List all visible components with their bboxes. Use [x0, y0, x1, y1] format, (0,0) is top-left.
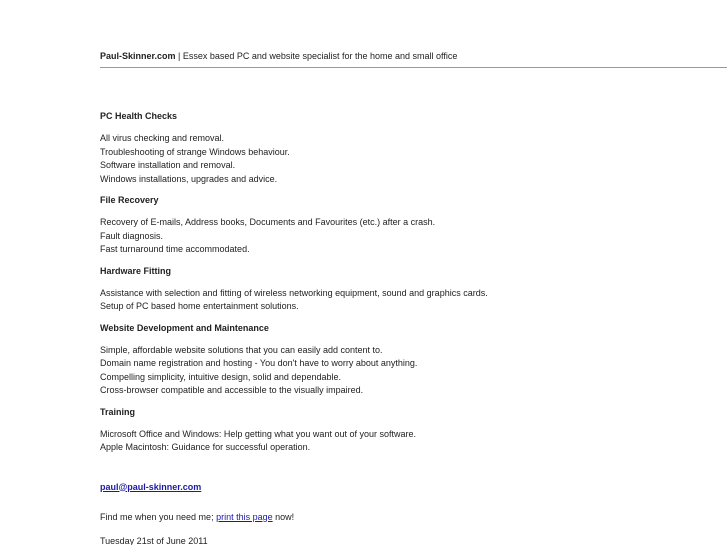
- section-line: Software installation and removal.: [100, 160, 236, 170]
- section-line: Windows installations, upgrades and advice.: [100, 173, 278, 184]
- section-line: Recovery of E-mails, Address books, Documents and Favourites (etc.) after a crash.: [100, 217, 436, 227]
- section-line: Compelling simplicity, intuitive design, solid and dependable.: [100, 371, 341, 382]
- email-link[interactable]: paul@paul-skinner.com: [100, 481, 202, 492]
- print-page-link[interactable]: print this page: [216, 511, 273, 522]
- section-line: Setup of PC based home entertainment solutions.: [100, 301, 299, 311]
- section-line: Fast turnaround time accommodated.: [100, 244, 250, 254]
- section-line: Assistance with selection and fitting of wireless networking equipment, sound and graphics cards.: [100, 287, 488, 298]
- section-heading: Training: [100, 406, 136, 417]
- section-heading: File Recovery: [100, 195, 159, 205]
- section-lines: [100, 428, 700, 455]
- site-tagline: Essex based PC and website specialist for the home and small office: [182, 51, 458, 61]
- main-content: [100, 110, 700, 545]
- section-heading: Hardware Fitting: [100, 265, 172, 276]
- site-brand: Paul-Skinner.com: [100, 51, 176, 61]
- find-me-line: [100, 511, 700, 523]
- section-heading: Website Development and Maintenance: [100, 322, 269, 333]
- section-line: Domain name registration and hosting - You don't have to worry about anything.: [100, 358, 418, 368]
- section-pc-health-checks: [100, 110, 700, 186]
- section-website-development: [100, 322, 700, 398]
- section-line: Cross-browser compatible and accessible to the visually impaired.: [100, 385, 364, 395]
- section-training: [100, 406, 700, 455]
- section-line: Troubleshooting of strange Windows behaviour.: [100, 146, 290, 157]
- section-line: Microsoft Office and Windows: Help getting what you want out of your software.: [100, 428, 416, 439]
- section-line: Fault diagnosis.: [100, 230, 164, 241]
- section-lines: [100, 287, 700, 314]
- current-date: Tuesday 21st of June 2011: [100, 535, 208, 545]
- section-file-recovery: [100, 194, 700, 257]
- section-heading: PC Health Checks: [100, 111, 178, 121]
- find-me-suffix: now!: [272, 511, 295, 522]
- site-header: [100, 50, 457, 62]
- section-lines: [100, 216, 700, 257]
- header-separator: |: [175, 51, 183, 61]
- section-line: Apple Macintosh: Guidance for successful operation.: [100, 442, 311, 452]
- section-lines: [100, 132, 700, 186]
- section-hardware-fitting: [100, 265, 700, 314]
- section-lines: [100, 344, 700, 398]
- section-line: All virus checking and removal.: [100, 133, 225, 143]
- section-line: Simple, affordable website solutions that you can easily add content to.: [100, 344, 383, 355]
- header-divider: [100, 67, 727, 68]
- find-me-prefix: Find me when you need me;: [100, 511, 217, 522]
